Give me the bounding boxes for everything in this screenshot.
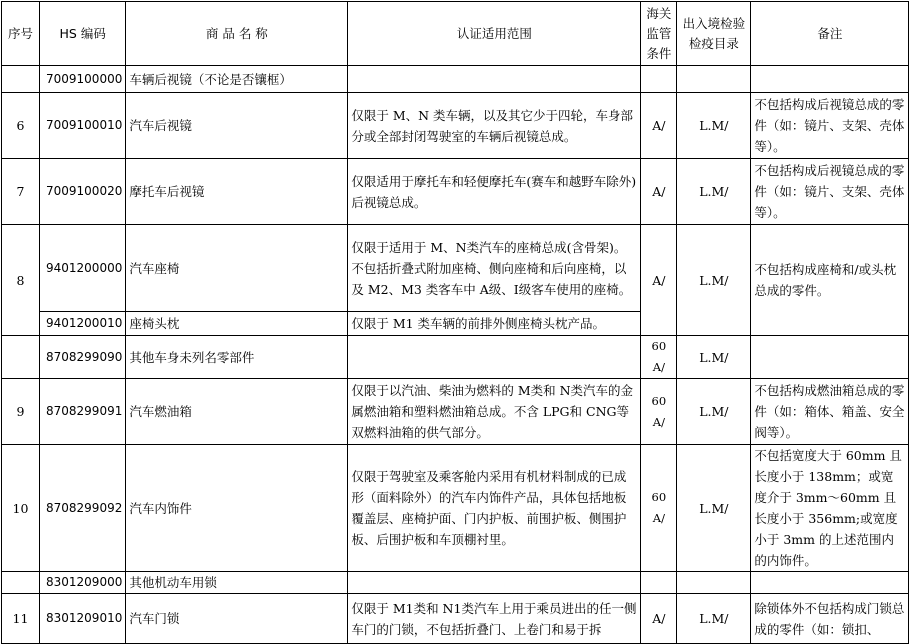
customs-cell: A/	[641, 93, 677, 159]
hs-code-cell: 7009100020	[40, 159, 126, 225]
customs-cell: 60 A/	[641, 379, 677, 445]
table-row	[2, 225, 909, 312]
remark-cell: 不包括构成燃油箱总成的零件（如：箱体、箱盖、安全阀等）。	[751, 379, 909, 445]
inspection-cell: L.M/	[677, 445, 751, 572]
scope-cell: 仅限于 M1类和 N1类汽车上用于乘员进出的任一侧车门的门锁，不包括折叠门、上卷门和易于拆	[348, 594, 641, 644]
seq-cell	[2, 66, 40, 93]
hs-code-cell: 8708299092	[40, 445, 126, 572]
seq-cell: 6	[2, 93, 40, 159]
hs-code-cell: 8708299091	[40, 379, 126, 445]
table-row	[2, 93, 909, 159]
remark-cell	[751, 572, 909, 594]
col-seq-header: 序号	[2, 2, 40, 66]
seq-cell: 9	[2, 379, 40, 445]
remark-cell: 除锁体外不包括构成门锁总成的零件（如：锁扣、	[751, 594, 909, 644]
hs-code-cell: 9401200010	[40, 312, 126, 336]
scope-cell: 仅限于适用于 M、N类汽车的座椅总成(含骨架)。不包括折叠式附加座椅、侧向座椅和后向座椅，以及 M2、M3 类客车中 A级、I级客车使用的座椅。	[348, 225, 641, 312]
hs-code-cell: 7009100000	[40, 66, 126, 93]
customs-cell: A/	[641, 225, 677, 336]
scope-cell: 仅限于 M、N 类车辆，以及其它少于四轮，车身部分或全部封闭驾驶室的车辆后视镜总成。	[348, 93, 641, 159]
table-row	[2, 159, 909, 225]
hs-code-cell: 8708299090	[40, 336, 126, 379]
table-row	[2, 336, 909, 379]
product-name-cell: 汽车座椅	[126, 225, 348, 312]
customs-cell: 60 A/	[641, 445, 677, 572]
seq-cell	[2, 572, 40, 594]
customs-cell: 60 A/	[641, 336, 677, 379]
customs-cell	[641, 572, 677, 594]
table-row	[2, 572, 909, 594]
customs-cell: A/	[641, 594, 677, 644]
col-scope-header: 认证适用范围	[348, 2, 641, 66]
inspection-cell: L.M/	[677, 159, 751, 225]
scope-cell	[348, 572, 641, 594]
col-inspection-header: 出入境检验检疫目录	[677, 2, 751, 66]
product-name-cell: 汽车后视镜	[126, 93, 348, 159]
table-row	[2, 379, 909, 445]
hs-code-cell: 9401200000	[40, 225, 126, 312]
seq-cell: 7	[2, 159, 40, 225]
inspection-cell	[677, 66, 751, 93]
inspection-cell: L.M/	[677, 594, 751, 644]
hs-code-cell: 8301209010	[40, 594, 126, 644]
remark-cell: 不包括构成座椅和/或头枕总成的零件。	[751, 225, 909, 336]
product-name-cell: 汽车燃油箱	[126, 379, 348, 445]
remark-cell	[751, 66, 909, 93]
remark-cell: 不包括构成后视镜总成的零件（如：镜片、支架、壳体等）。	[751, 93, 909, 159]
table-row	[2, 66, 909, 93]
table-row	[2, 594, 909, 644]
table-row	[2, 445, 909, 572]
inspection-cell	[677, 572, 751, 594]
inspection-cell: L.M/	[677, 379, 751, 445]
remark-cell: 不包括构成后视镜总成的零件（如：镜片、支架、壳体等）。	[751, 159, 909, 225]
remark-cell: 不包括宽度大于 60mm 且长度小于 138mm；或宽度介于 3mm～60mm 且长度小于 356mm;或宽度小于 3mm 的上述范围内的内饰件。	[751, 445, 909, 572]
inspection-cell: L.M/	[677, 93, 751, 159]
col-customs-header: 海关监管条件	[641, 2, 677, 66]
hs-code-cell: 7009100010	[40, 93, 126, 159]
scope-cell: 仅限于驾驶室及乘客舱内采用有机材料制成的已成形（面料除外）的汽车内饰件产品，具体包括地板覆盖层、座椅护面、门内护板、前围护板、侧围护板、后围护板和车顶棚衬里。	[348, 445, 641, 572]
seq-cell: 8	[2, 225, 40, 336]
product-name-cell: 座椅头枕	[126, 312, 348, 336]
customs-cell: A/	[641, 159, 677, 225]
seq-cell	[2, 336, 40, 379]
scope-cell: 仅限于以汽油、柴油为燃料的 M类和 N类汽车的金属燃油箱和塑料燃油箱总成。不含 LPG和 CNG等双燃料油箱的供气部分。	[348, 379, 641, 445]
seq-cell: 10	[2, 445, 40, 572]
product-name-cell: 其他车身未列名零部件	[126, 336, 348, 379]
scope-cell: 仅限适用于摩托车和轻便摩托车(赛车和越野车除外)后视镜总成。	[348, 159, 641, 225]
product-name-cell: 汽车门锁	[126, 594, 348, 644]
product-name-cell: 汽车内饰件	[126, 445, 348, 572]
product-name-cell: 摩托车后视镜	[126, 159, 348, 225]
header-row	[2, 2, 909, 66]
col-name-header: 商 品 名 称	[126, 2, 348, 66]
scope-cell	[348, 66, 641, 93]
col-hs-header: HS 编码	[40, 2, 126, 66]
product-name-cell: 车辆后视镜（不论是否镶框）	[126, 66, 348, 93]
catalog-table	[1, 1, 909, 644]
inspection-cell: L.M/	[677, 225, 751, 336]
scope-cell: 仅限于 M1 类车辆的前排外侧座椅头枕产品。	[348, 312, 641, 336]
seq-cell: 11	[2, 594, 40, 644]
col-remark-header: 备注	[751, 2, 909, 66]
product-name-cell: 其他机动车用锁	[126, 572, 348, 594]
scope-cell	[348, 336, 641, 379]
inspection-cell: L.M/	[677, 336, 751, 379]
remark-cell	[751, 336, 909, 379]
hs-code-cell: 8301209000	[40, 572, 126, 594]
customs-cell	[641, 66, 677, 93]
